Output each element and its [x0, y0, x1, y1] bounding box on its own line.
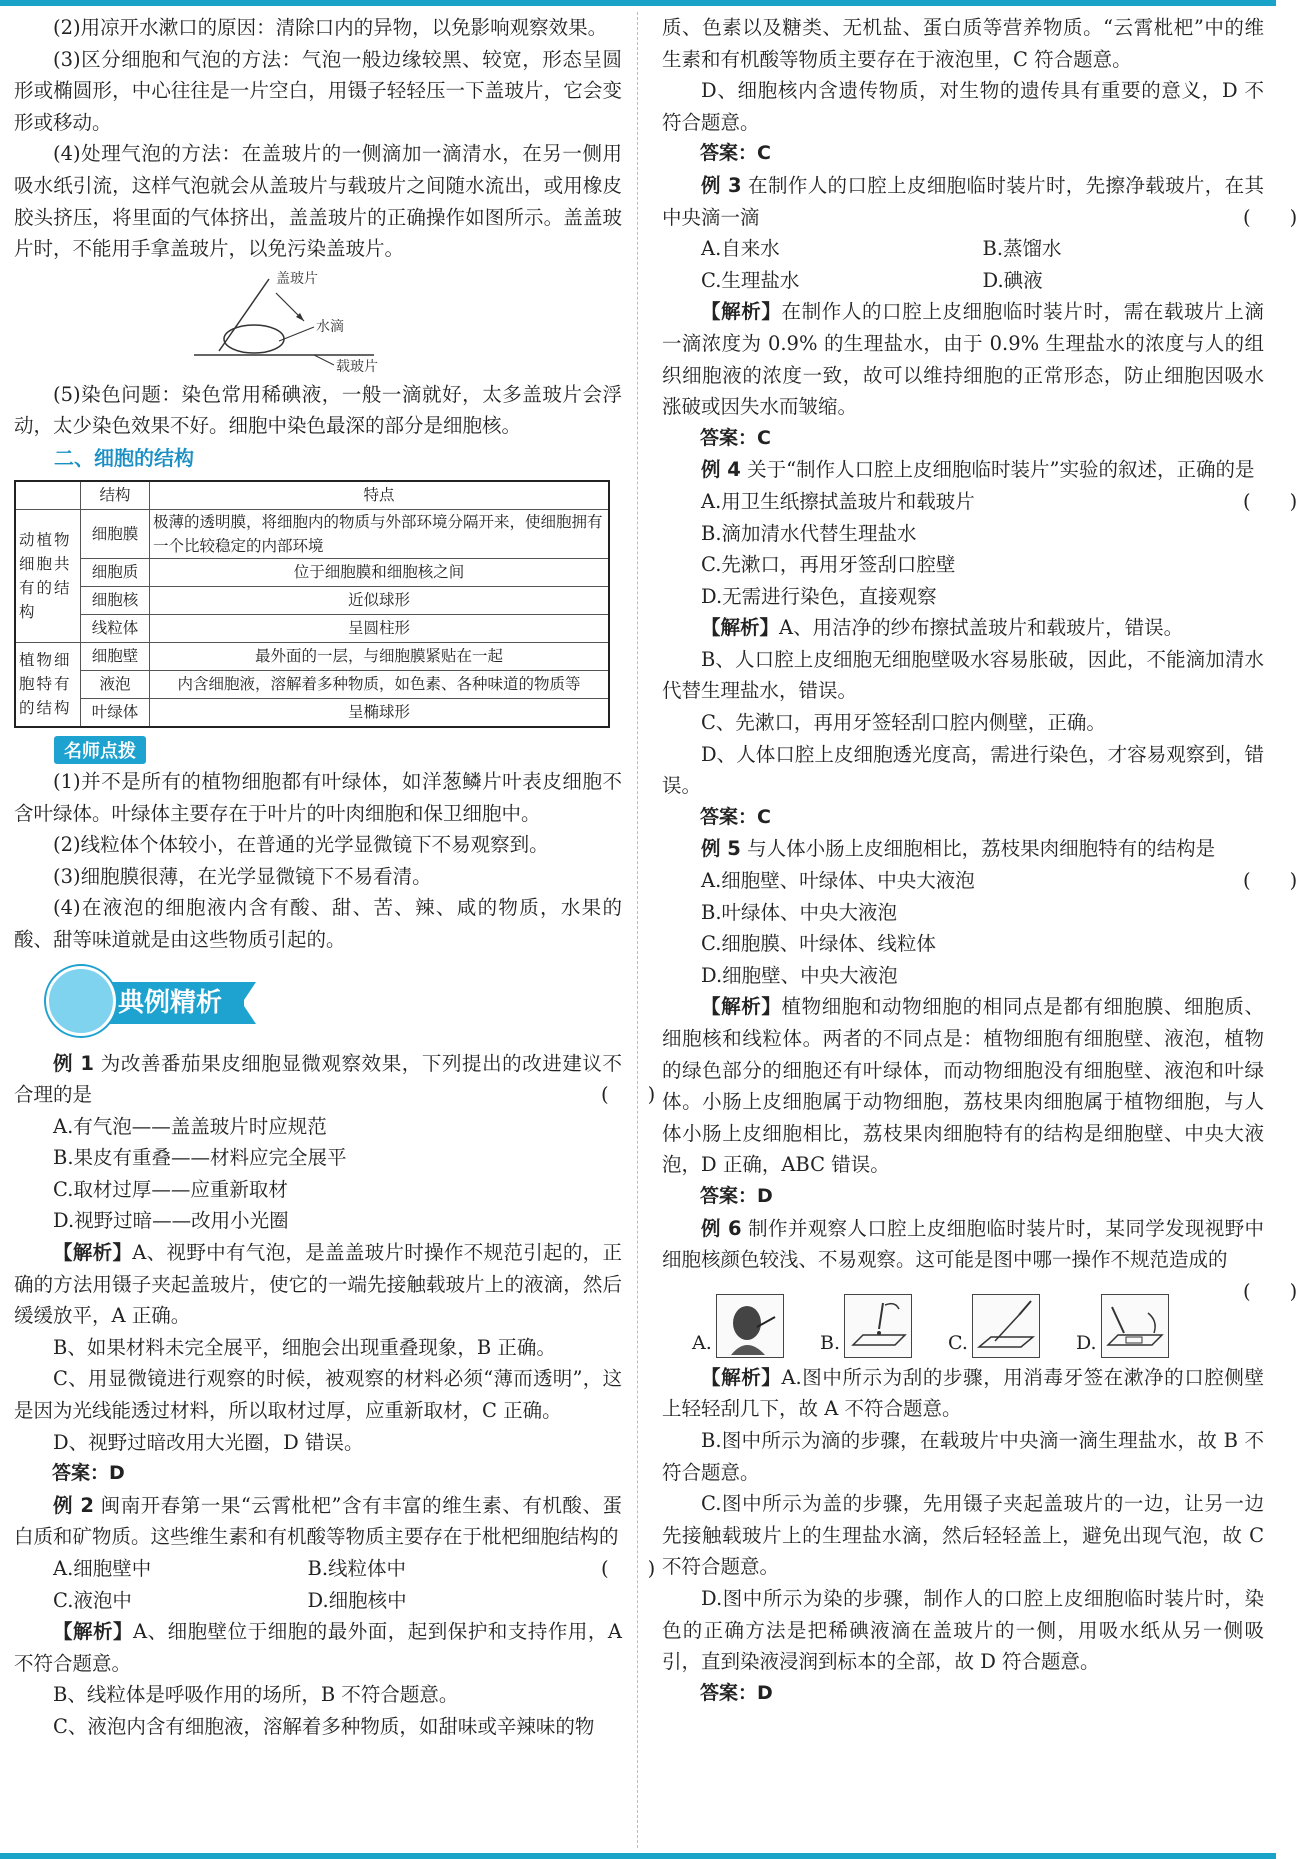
table-cell: 最外面的一层，与细胞膜紧贴在一起 — [150, 642, 610, 670]
option-grid — [14, 1553, 562, 1616]
question — [662, 1213, 1297, 1303]
analysis-text: 植物细胞和动物细胞的相同点是都有细胞膜、细胞质、细胞核和线粒体。两者的不同点是：植物细胞有细胞壁、液泡，植物的绿色部分的细胞还有叶绿体，而动物细胞没有细胞壁、液泡和叶绿体。小肠上皮细胞属于动物细胞，荔枝果肉细胞属于植物细胞，与人体小肠上皮细胞相比，荔枝果肉细胞特有的结构是细胞壁、中央大液泡，D 正确，ABC 错误。 — [662, 995, 1264, 1177]
option: C.生理盐水 — [701, 268, 800, 292]
analysis-text: 在制作人的口腔上皮细胞临时装片时，需在载玻片上滴一滴浓度为 0.9% 的生理盐水，由于 0.9% 生理盐水的浓度与人的组织细胞液的浓度一致，故可以维持细胞的正常形态，防止细胞因吸水涨破或因失水而皱缩。 — [662, 300, 1264, 419]
section-banner — [14, 962, 622, 1044]
table-header: 特点 — [150, 481, 610, 510]
table-header: 结构 — [81, 481, 150, 510]
option: C.取材过厚——应重新取材 — [53, 1177, 288, 1201]
answer: 答案：D — [700, 1184, 773, 1207]
answer-blank: ( ) — [1243, 205, 1297, 229]
table-cell: 细胞质 — [81, 558, 150, 586]
option-image — [1076, 1294, 1204, 1358]
analysis: D、细胞核内含遗传物质，对生物的遗传具有重要的意义，D 不符合题意。 — [662, 79, 1264, 134]
tip-paragraph: (1)并不是所有的植物细胞都有叶绿体，如洋葱鳞片叶表皮细胞不含叶绿体。叶绿体主要存在于叶片的叶肉细胞和保卫细胞中。 — [14, 769, 622, 825]
option: D.碘液 — [982, 268, 1043, 292]
answer-blank: ( ) — [601, 1083, 656, 1107]
cover-slip-icon — [972, 1294, 1040, 1358]
option-image — [692, 1294, 820, 1358]
answer: 答案：D — [52, 1462, 125, 1485]
tip-paragraph: (4)在液泡的细胞液内含有酸、甜、苦、辣、咸的物质，水果的酸、甜等味道就是由这些物质引起的。 — [14, 896, 622, 951]
analysis: D.图中所示为染的步骤，制作人的口腔上皮细胞临时装片时，染色的正确方法是把稀碘液滴在盖玻片的一侧，用吸水纸从另一侧吸引，直到染液浸润到标本的全部，故 D 符合题意。 — [662, 1586, 1264, 1674]
question-text: 关于“制作人口腔上皮细胞临时装片”实验的叙述，正确的是 — [747, 458, 1255, 482]
example-label: 例 6 — [701, 1216, 742, 1240]
option: A.细胞壁、叶绿体、中央大液泡 — [701, 869, 975, 893]
tip-paragraph: (2)线粒体个体较小，在普通的光学显微镜下不易观察到。 — [53, 833, 549, 857]
stain-icon — [1101, 1294, 1169, 1358]
analysis: C、液泡内含有细胞液，溶解着多种物质，如甜味或辛辣味的物 — [53, 1714, 595, 1738]
table-cell: 细胞膜 — [81, 509, 150, 558]
option: D.无需进行染色，直接观察 — [701, 584, 937, 608]
option: D.细胞核中 — [307, 1588, 407, 1612]
question-text: 与人体小肠上皮细胞相比，荔枝果肉细胞特有的结构是 — [747, 837, 1216, 861]
question — [14, 1048, 656, 1111]
left-column — [14, 12, 656, 1743]
option: C.细胞膜、叶绿体、线粒体 — [701, 932, 936, 956]
option-image-label: C. — [948, 1331, 968, 1354]
option-image-label: A. — [692, 1331, 712, 1354]
option: C.先漱口，再用牙签刮口腔壁 — [701, 553, 956, 577]
answer-blank: ( ) — [1243, 489, 1297, 513]
paragraph: (4)处理气泡的方法：在盖玻片的一侧滴加一滴清水，在另一侧用吸水纸引流，这样气泡就会从盖玻片与载玻片之间随水流出，或用橡皮胶头挤压，将里面的气体挤出，盖盖玻片的正确操作如图所示。盖盖玻片时，不能用手拿盖玻片，以免污染盖玻片。 — [14, 142, 622, 261]
table-cell: 叶绿体 — [81, 698, 150, 727]
analysis-text: A、视野中有气泡，是盖盖玻片时操作不规范引起的，正确的方法用镊子夹起盖玻片，使它的一端先接触载玻片上的液滴，然后缓缓放平，A 正确。 — [14, 1241, 622, 1328]
drop-saline-icon — [844, 1294, 912, 1358]
table-cell: 细胞核 — [81, 586, 150, 614]
analysis-label: 【解析】 — [53, 1620, 134, 1644]
section-title: 二、细胞的结构 — [54, 445, 194, 470]
answer: 答案：C — [700, 805, 771, 828]
question — [662, 170, 1297, 233]
table-cell: 位于细胞膜和细胞核之间 — [150, 558, 610, 586]
option: D.细胞壁、中央大液泡 — [701, 963, 898, 987]
top-border — [0, 0, 1276, 6]
analysis-text: A、用洁净的纱布擦拭盖玻片和载玻片，错误。 — [779, 616, 1184, 640]
scrape-cheek-icon — [716, 1294, 784, 1358]
table-cell: 内含细胞液，溶解着多种物质，如色素、各种味道的物质等 — [150, 670, 610, 698]
option: D.视野过暗——改用小光圈 — [53, 1209, 289, 1233]
option-image-label: B. — [820, 1331, 841, 1354]
answer-blank: ( ) — [1243, 869, 1297, 893]
option: A.用卫生纸擦拭盖玻片和载玻片 — [701, 489, 975, 513]
option: B.果皮有重叠——材料应完全展平 — [53, 1146, 347, 1170]
option: A.细胞壁中 — [53, 1557, 152, 1580]
table-cell: 呈圆柱形 — [150, 614, 610, 642]
analysis — [662, 296, 1264, 422]
table-row — [15, 614, 609, 642]
analysis: C.图中所示为盖的步骤，先用镊子夹起盖玻片的一边，让另一边先接触载玻片上的生理盐水滴，然后轻轻盖上，避免出现气泡，故 C 不符合题意。 — [662, 1492, 1264, 1579]
option: A.有气泡——盖盖玻片时应规范 — [53, 1114, 327, 1138]
table-group-label: 植物细胞特有的结构 — [15, 642, 81, 727]
option-grid — [662, 233, 1264, 296]
table-row — [15, 698, 609, 727]
analysis: B、线粒体是呼吸作用的场所，B 不符合题意。 — [53, 1683, 459, 1707]
analysis-label: 【解析】 — [53, 1241, 133, 1265]
figure-label: 盖玻片 — [276, 270, 318, 287]
analysis: B、如果材料未完全展平，细胞会出现重叠现象，B 正确。 — [53, 1335, 556, 1359]
analysis — [662, 1362, 1264, 1425]
analysis — [14, 1237, 622, 1332]
table-cell: 细胞壁 — [81, 642, 150, 670]
option: B.线粒体中 — [307, 1557, 407, 1580]
analysis: B.图中所示为滴的步骤，在载玻片中央滴一滴生理盐水，故 B 不符合题意。 — [662, 1428, 1264, 1484]
table-row — [15, 670, 609, 698]
question-text: 制作并观察人口腔上皮细胞临时装片时，某同学发现视野中细胞核颜色较浅、不易观察。这可能是图中哪一操作不规范造成的 — [662, 1216, 1264, 1272]
option-image — [948, 1294, 1076, 1358]
answer-blank: ( ) — [601, 1557, 656, 1580]
analysis: 质、色素以及糖类、无机盐、蛋白质等营养物质。“云霄枇杷”中的维生素和有机酸等物质主要存在于液泡里，C 符合题意。 — [662, 16, 1264, 71]
option: A.自来水 — [701, 237, 780, 261]
analysis — [14, 1616, 622, 1679]
example-label: 例 2 — [53, 1493, 94, 1517]
table-cell: 线粒体 — [81, 614, 150, 642]
answer: 答案：D — [700, 1681, 773, 1704]
analysis: C、先漱口，再用牙签轻刮口腔内侧壁，正确。 — [701, 711, 1106, 735]
answer-blank: ( ) — [1243, 1279, 1297, 1303]
question-text: 在制作人的口腔上皮细胞临时装片时，先擦净载玻片，在其中央滴一滴 — [662, 173, 1264, 229]
analysis — [662, 991, 1264, 1181]
table-cell: 极薄的透明膜，将细胞内的物质与外部环境分隔开来，使细胞拥有一个比较稳定的内部环境 — [150, 509, 610, 558]
analysis: B、人口腔上皮细胞无细胞壁吸水容易胀破，因此，不能滴加清水代替生理盐水，错误。 — [662, 647, 1264, 703]
table-row — [15, 509, 609, 558]
question-text: 为改善番茄果皮细胞显微观察效果，下列提出的改进建议不合理的是 — [14, 1051, 622, 1107]
coverslip-figure — [14, 267, 622, 377]
analysis: D、视野过暗改用大光圈，D 错误。 — [53, 1430, 364, 1454]
analysis-label: 【解析】 — [701, 300, 782, 324]
table-cell: 液泡 — [81, 670, 150, 698]
analysis: C、用显微镜进行观察的时候，被观察的材料必须“薄而透明”，这是因为光线能透过材料，所以取材过厚，应重新取材，C 正确。 — [14, 1367, 622, 1423]
paragraph: (5)染色问题：染色常用稀碘液，一般一滴就好，太多盖玻片会浮动，太少染色效果不好。细胞中染色最深的部分是细胞核。 — [14, 382, 622, 438]
example-label: 例 5 — [701, 837, 741, 861]
banner-title: 典例精析 — [84, 982, 244, 1024]
example-label: 例 4 — [701, 458, 741, 482]
tip-tag: 名师点拨 — [54, 736, 146, 764]
option: B.滴加清水代替生理盐水 — [701, 521, 917, 545]
right-column — [662, 12, 1297, 1709]
table-header-row — [15, 481, 609, 510]
paragraph: (3)区分细胞和气泡的方法：气泡一般边缘较黑、较宽，形态呈圆形或椭圆形，中心往往是一片空白，用镊子轻轻压一下盖玻片，它会变形或移动。 — [14, 47, 622, 134]
cell-structure-table — [14, 480, 610, 728]
option-images — [662, 1282, 1204, 1358]
table-cell: 呈椭球形 — [150, 698, 610, 727]
option: C.液泡中 — [53, 1588, 132, 1612]
analysis-label: 【解析】 — [701, 1365, 782, 1389]
tip-paragraph: (3)细胞膜很薄，在光学显微镜下不易看清。 — [53, 864, 432, 888]
table-cell: 近似球形 — [150, 586, 610, 614]
paragraph: (2)用凉开水漱口的原因：清除口内的异物，以免影响观察效果。 — [53, 16, 608, 39]
table-row — [15, 586, 609, 614]
figure-label: 水滴 — [316, 318, 344, 335]
figure-label: 载玻片 — [336, 358, 378, 375]
example-label: 例 3 — [701, 173, 742, 197]
magnifier-icon — [46, 966, 116, 1036]
option: B.蒸馏水 — [982, 237, 1062, 261]
answer: 答案：C — [700, 142, 771, 165]
bottom-border — [0, 1853, 1276, 1859]
coverslip-diagram — [14, 267, 622, 377]
table-row — [15, 642, 609, 670]
option-image-label: D. — [1076, 1331, 1097, 1354]
analysis — [662, 612, 1264, 644]
analysis: D、人体口腔上皮细胞透光度高，需进行染色，才容易观察到，错误。 — [662, 742, 1264, 798]
analysis-label: 【解析】 — [701, 616, 780, 640]
analysis-text: A.图中所示为刮的步骤，用消毒牙签在漱净的口腔侧壁上轻轻刮几下，故 A 不符合题意。 — [662, 1365, 1264, 1421]
question-text: 闽南开春第一果“云霄枇杷”含有丰富的维生素、有机酸、蛋白质和矿物质。这些维生素和有机酸等物质主要存在于枇杷细胞结构的 — [14, 1493, 622, 1549]
table-group-label: 动植物细胞共有的结构 — [15, 509, 81, 642]
analysis-text: A、细胞壁位于细胞的最外面，起到保护和支持作用，A 不符合题意。 — [14, 1620, 622, 1675]
table-row — [15, 558, 609, 586]
example-label: 例 1 — [53, 1051, 94, 1075]
answer: 答案：C — [700, 426, 771, 449]
analysis-label: 【解析】 — [701, 995, 782, 1019]
option: B.叶绿体、中央大液泡 — [701, 900, 898, 924]
option-image — [820, 1294, 948, 1358]
